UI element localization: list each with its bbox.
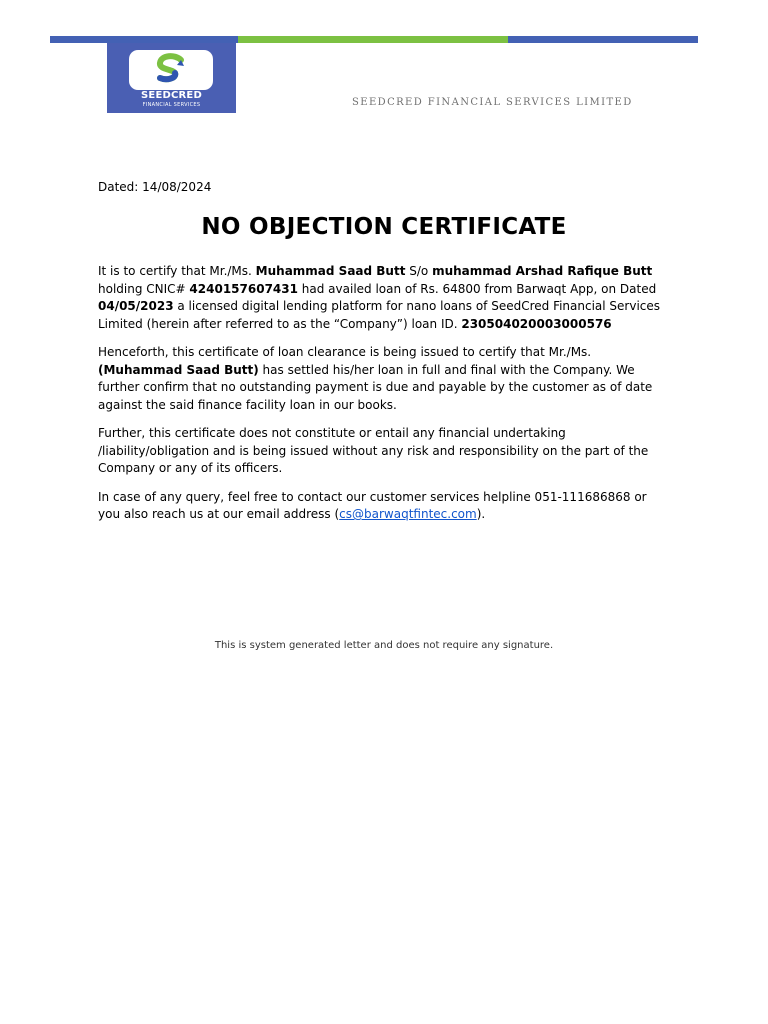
customer-name: Muhammad Saad Butt <box>255 264 406 278</box>
text-fragment: S/o <box>405 264 433 278</box>
customer-name-repeat: (Muhammad Saad Butt) <box>98 362 259 377</box>
paragraph-certification <box>98 263 672 333</box>
loan-id: 230504020003000576 <box>461 316 612 331</box>
letter-body <box>98 263 672 535</box>
system-generated-note: This is system generated letter and does not require any signature. <box>214 640 554 651</box>
paragraph-clearance <box>98 344 672 414</box>
letter-date: 14/08/2024 <box>142 180 212 194</box>
paragraph-disclaimer: Further, this certificate does not constitute or entail any financial undertaking /liability/obligation and is being issued without any risk and responsibility on the part of the Company or any of its officers. <box>98 426 649 475</box>
paragraph-contact <box>98 489 672 524</box>
company-name-header: SEEDCRED FINANCIAL SERVICES LIMITED <box>352 97 633 108</box>
text-fragment: ). <box>476 507 486 521</box>
loan-date: 04/05/2023 <box>98 299 174 313</box>
text-fragment: had availed loan of Rs. 64800 from Barwaqt App, on Dated <box>297 281 657 296</box>
header-bar-green <box>238 36 508 43</box>
header-bar-blue-left <box>50 36 238 43</box>
logo-name: SEEDCRED <box>141 90 202 101</box>
father-name: muhammad Arshad Rafique Butt <box>432 264 653 278</box>
dated-label: Dated: <box>98 180 139 194</box>
logo-badge <box>129 50 213 90</box>
text-fragment: has settled his/her loan in full and final with the Company. We further confirm that no outstanding payment is due and payable by the customer as of date against the said finance facility loan in our books. <box>98 362 653 412</box>
dated-line <box>98 180 211 194</box>
cnic-number: 4240157607431 <box>189 281 298 296</box>
text-fragment: In case of any query, feel free to contact our customer services helpline 051-111686868 or you also reach us at our email address ( <box>98 489 647 521</box>
text-fragment: Henceforth, this certificate of loan clearance is being issued to certify that Mr./Ms. <box>98 345 592 359</box>
text-fragment: It is to certify that Mr./Ms. <box>98 264 256 278</box>
seedcred-s-icon <box>151 53 191 87</box>
logo-subtitle: FINANCIAL SERVICES <box>142 102 201 108</box>
company-logo <box>107 43 236 113</box>
email-link[interactable]: cs@barwaqtfintec.com <box>339 507 477 521</box>
header-bar-blue-right <box>508 36 698 43</box>
certificate-title: NO OBJECTION CERTIFICATE <box>201 214 567 240</box>
text-fragment: holding CNIC# <box>98 281 190 296</box>
text-fragment: a licensed digital lending platform for nano loans of SeedCred Financial Services Limited (herein after referred to as the “Company”) loan ID. <box>98 299 661 331</box>
